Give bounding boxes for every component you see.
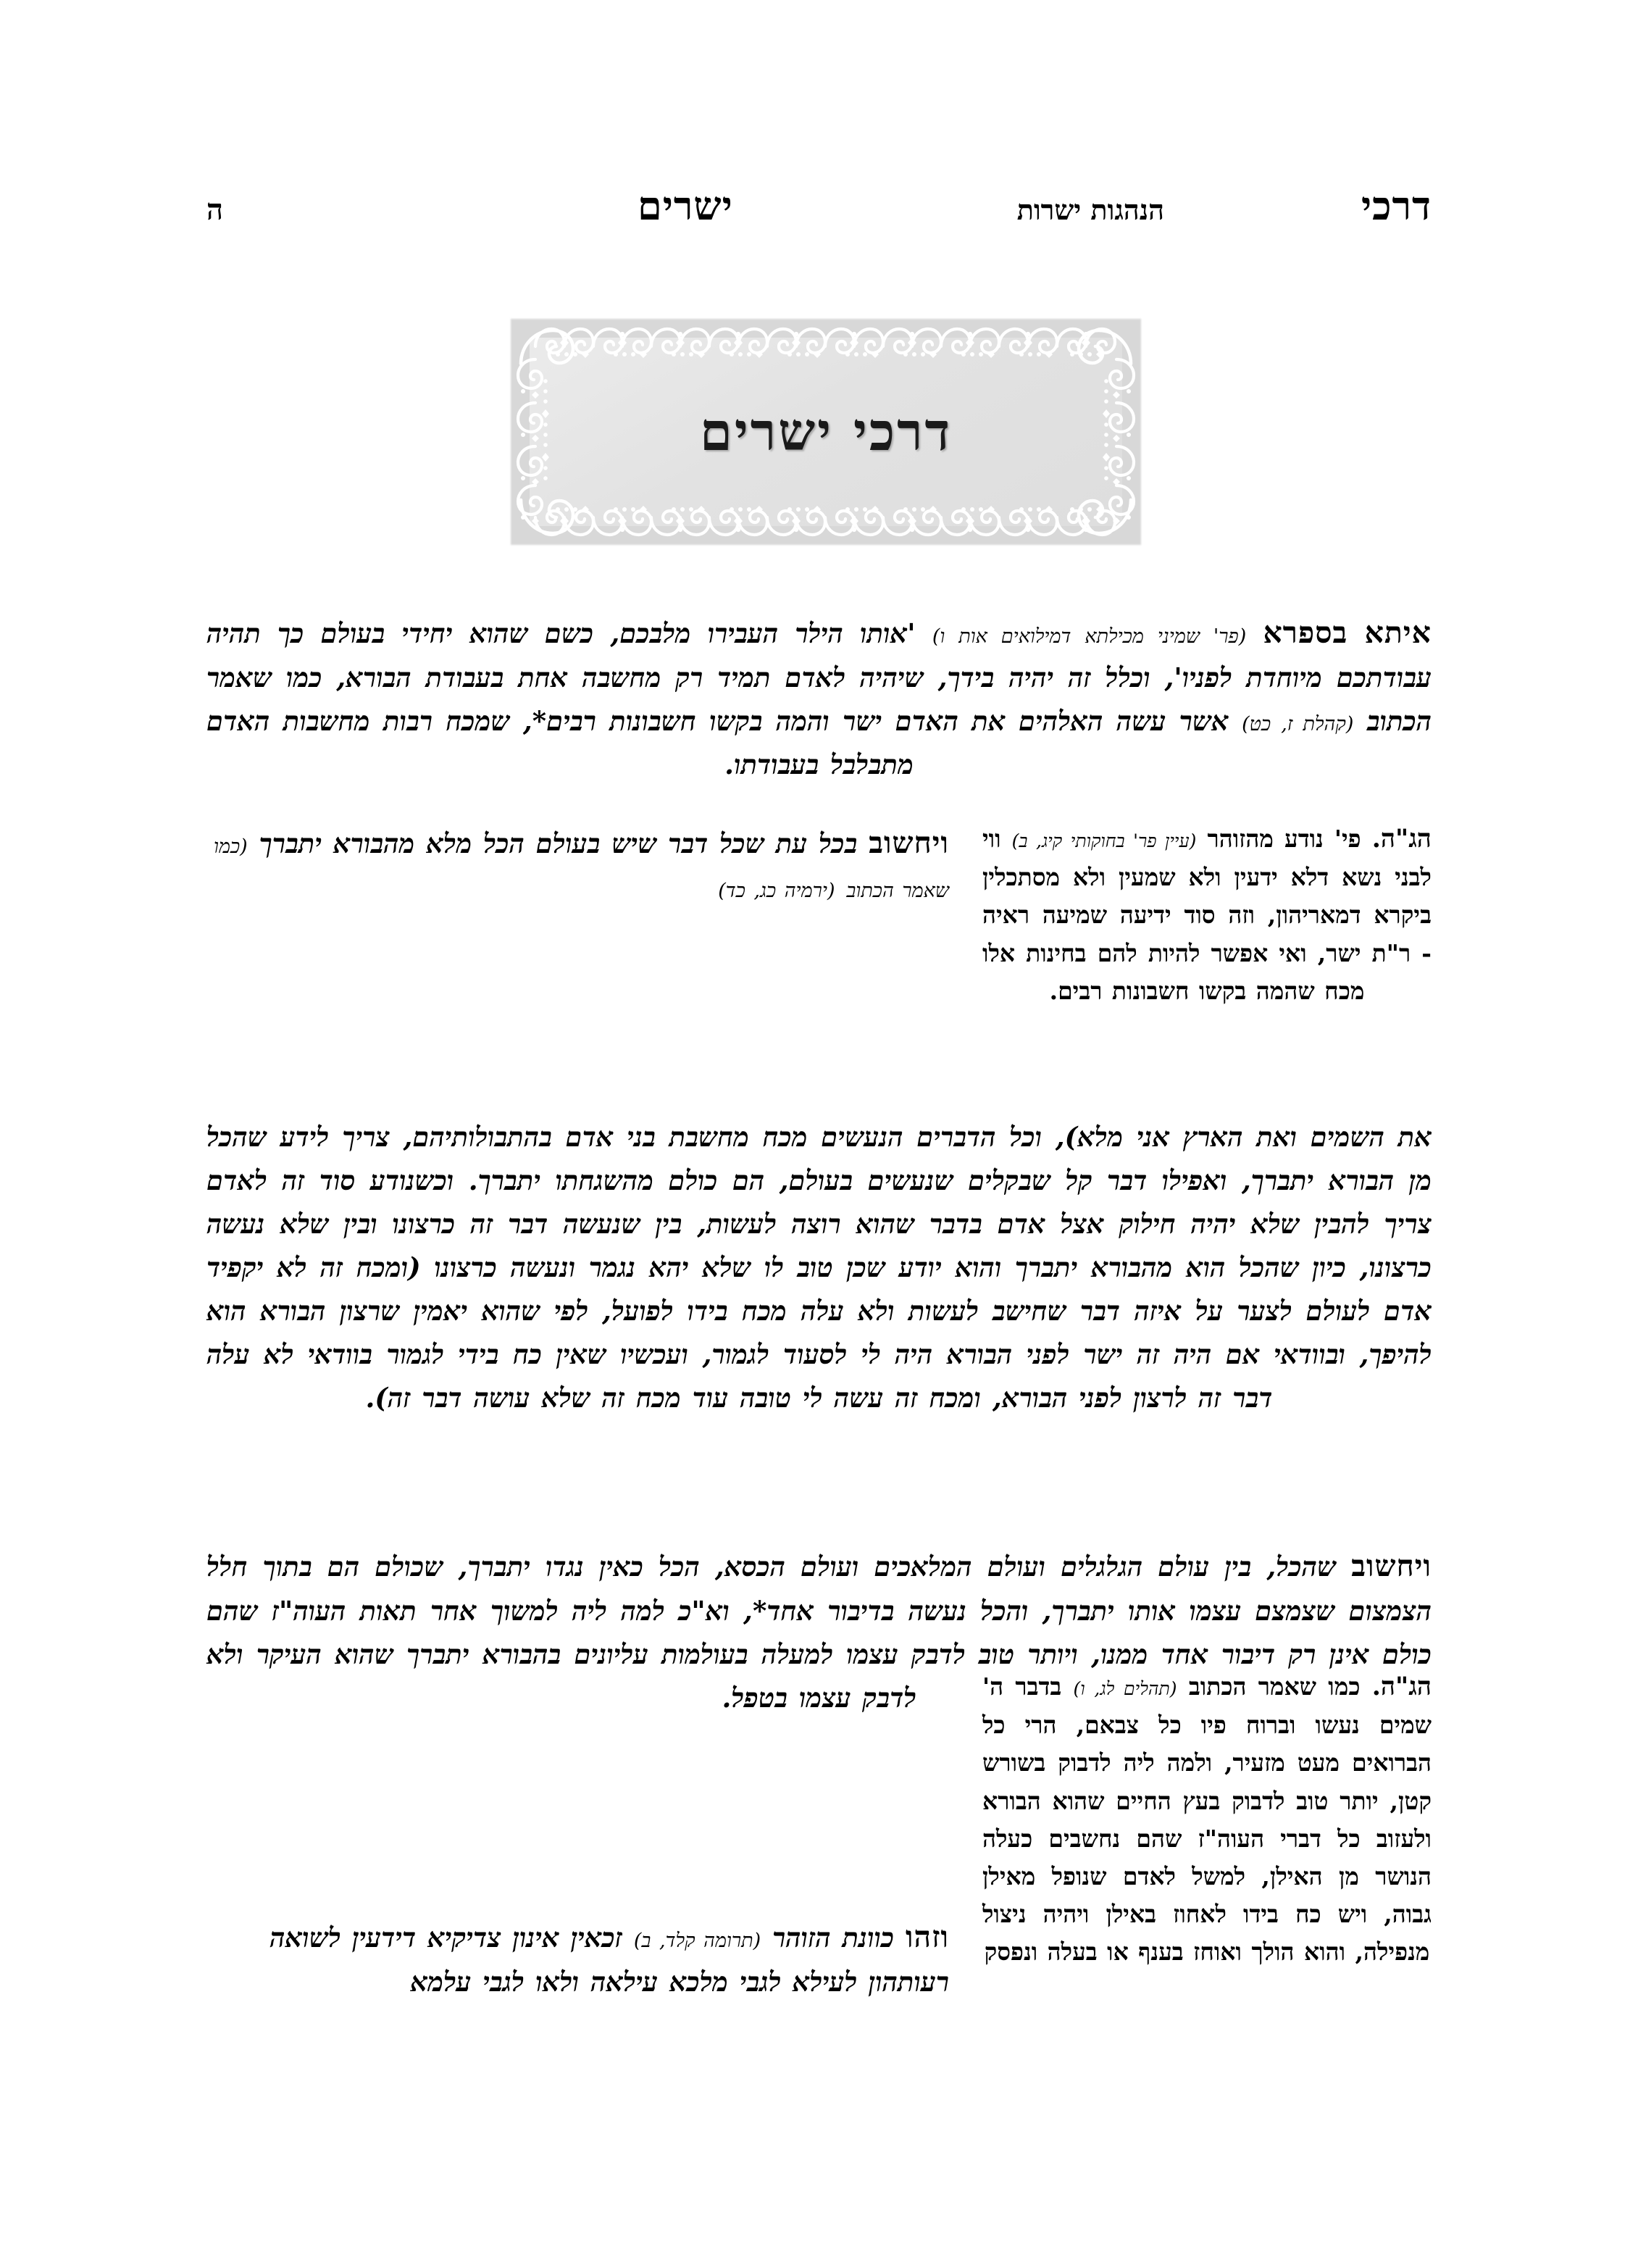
running-head xyxy=(206,183,1432,233)
paragraph-body: שהכל, בין עולם הגלגלים ועולם המלאכים ועולם הכסא, הכל כאין נגדו יתברך, שכולם הם בתוך חלל הצמצום שצמצם עצמו אותו יתברך, והכל נעשה בדיבור אחד*, וא"כ למה ליה למשוך אחר תאות העוה"ז שהם כולם אינן רק דיבור אחד ממנו, ויותר טוב לדבק עצמו למעלה בעולמות עליונים בהבורא יתברך שהוא העיקר ולא לדבק עצמו בטפל. xyxy=(206,1551,1432,1714)
note-body-a: כמו שאמר הכתוב xyxy=(1188,1672,1361,1701)
running-head-right: דרכי xyxy=(1361,183,1432,229)
hagaha-note-1 xyxy=(982,819,1432,1010)
note-citation: (עיין פר' בחוקותי קיג, ב) xyxy=(1011,830,1197,851)
note-lead-label: הג"ה. xyxy=(1371,824,1432,854)
paragraph-lead-word: ויחשוב xyxy=(1351,1548,1432,1583)
running-head-subtitle: הנהגות ישרות xyxy=(1016,193,1164,226)
note-body-b: ווי לבני נשא דלא ידעין ולא שמעין ולא מסתכלין ביקרא דמאריהון, וזה סוד ידיעה שמיעה ראיה - ר"ת ישר, ואי אפשר להיות להם בחינות אלו מכח שהמה בקשו חשבונות רבים. xyxy=(982,825,1432,1005)
annotated-row-1 xyxy=(206,819,1432,1010)
paragraph-body-b: זכאין אינון צדיקיא דידעין לשואה רעותהון לעילא לגבי מלכא עילאה ולאו לגבי עלמא xyxy=(269,1922,949,1998)
vayachshov-paragraph-continuation xyxy=(206,1116,1432,1420)
note-text xyxy=(982,819,1432,1010)
paragraph-body-a: בכל עת שכל דבר שיש בעולם הכל מלא מהבורא יתברך xyxy=(259,827,858,859)
running-head-left: ישרים xyxy=(638,183,733,229)
vezehu-right-spacer xyxy=(982,1913,1432,2004)
paragraph-text xyxy=(206,819,949,910)
paragraph-body-a: כוונת הזוהר xyxy=(772,1922,895,1954)
paragraph-lead-word-2: בספרא xyxy=(1263,615,1348,650)
vayachshov-paragraph-opening xyxy=(206,819,949,1010)
source-citation: (תרומה קלד, ב) xyxy=(633,1930,761,1952)
paragraph-lead-word: איתא xyxy=(1364,615,1432,650)
note-body-a: פי' נודע מהזוהר xyxy=(1207,825,1361,853)
paragraph-text xyxy=(206,1913,949,2004)
paragraph-body-b: את השמים ואת הארץ אני מלא), וכל הדברים הנעשים מכח מחשבת בני אדם בהתבולותיהם, צריך לידע שהכל מן הבורא יתברך, ואפילו דבר קל שבקלים שנעשים בעולם, הם כולם מהשגחתו יתברך. וכשנודע סוד זה לאדם צריך להבין שלא יהיה חילוק אצל אדם בדבר שהוא רוצה לעשות, בין שנעשה דבר זה כרצונו ובין שלא נעשה כרצונו, כיון שהכל הוא מהבורא יתברך והוא יודע שכן טוב לו שלא יהא נגמר ונעשה כרצונו (ומכח זה לא יקפיד אדם לעולם לצער על איזה דבר שחישב לעשות ולא עלה מכח בידו לפועל, לפי שהוא יאמין שרצון הבורא הוא להיפך, ובוודאי אם היה זה ישר לפני הבורא היה לי לסעוד לגמור, ועכשיו שאין כח בידי לגמור בוודאי לא עלה דבר זה לרצון לפני הבורא, ומכח זה עשה לי טובה עוד מכח זה שלא עושה דבר זה). xyxy=(206,1121,1432,1414)
paragraph-lead-word: ויחשוב xyxy=(869,825,949,860)
opening-paragraph xyxy=(206,609,1432,787)
vezehu-row xyxy=(206,1913,1432,2004)
source-citation-intro: (כמו שאמר הכתוב xyxy=(214,835,949,903)
note-citation: (תהלים לג, ו) xyxy=(1073,1678,1177,1699)
vezehu-paragraph xyxy=(206,1913,949,2004)
source-citation-2: (קהלת ז, כט) xyxy=(1242,713,1354,736)
note-lead-label: הג"ה. xyxy=(1371,1672,1432,1701)
page-title: דרכי ישרים xyxy=(699,401,953,462)
paragraph-body: 'אותו הילר העבירו מלבכם, כשם שהוא יחידי בעולם כך תהיה עבודתכם מיוחדת לפניו', וכלל זה יהיה בידך, שיהיה לאדם תמיד רק מחשבה אחת בעבודת הבורא, כמו שאמר הכתוב xyxy=(206,617,1432,738)
note-body-b: בדבר ה' שמים נעשו וברוח פיו כל צבאם, הרי כל הברואים מעט מזעיר, ולמה ליה לדבוק בשורש קטן, יותר טוב לדבוק בעץ החיים שהוא הבורא ולעזוב כל דברי העוה"ז שהם נחשבים כעלה הנושר מן האילן, למשל לאדם שנופל מאילן גבוה, ויש כח בידו לאחוז באילן ויהיה ניצול מנפילה, והוא הולך ואוחז בענף או בעלה ונפסק xyxy=(982,1672,1432,1967)
title-plate xyxy=(511,319,1141,545)
paragraph-text xyxy=(206,609,1432,787)
source-citation: (ירמיה כג, כד) xyxy=(718,880,835,903)
paragraph-body-2: אשר עשה האלהים את האדם ישר והמה בקשו חשבונות רבים*, שמכח רבות מחשבות האדם מתבלבל בעבודתו. xyxy=(206,705,1229,781)
paragraph-lead-word: וזהו xyxy=(906,1919,949,1954)
folio-letter: ה xyxy=(206,193,224,227)
source-citation: (פר' שמיני מכילתא דמילואים אות ו) xyxy=(932,625,1247,648)
